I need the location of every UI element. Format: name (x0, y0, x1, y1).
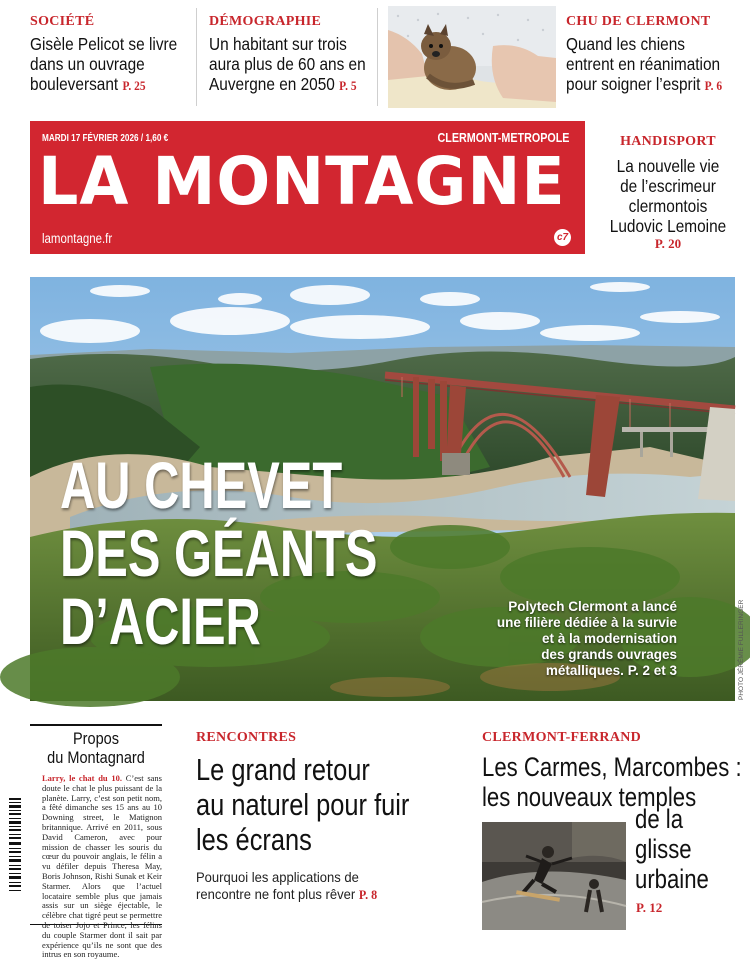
masthead-date-price: MARDI 17 FÉVRIER 2026 / 1,60 € (42, 133, 169, 144)
column-divider (377, 8, 378, 106)
main-headline (60, 448, 378, 658)
teaser-line: Quand les chiens (566, 34, 686, 54)
teaser-line: aura plus de 60 ans en (209, 54, 366, 74)
masthead-title: LA MONTAGNE (38, 143, 566, 220)
page-ref: P. 12 (636, 900, 663, 915)
page-ref: P. 8 (358, 887, 378, 902)
teaser-line: dans un ouvrage (30, 54, 145, 74)
teaser-kicker: DÉMOGRAPHIE (209, 14, 322, 29)
headline-line: les écrans (196, 822, 312, 857)
teaser-text (209, 34, 376, 96)
teaser-line: Gisèle Pelicot se livre (30, 34, 178, 54)
article-kicker: CLERMONT-FERRAND (482, 730, 642, 745)
main-story-photo[interactable] (30, 277, 735, 701)
headline-line: DES GÉANTS (60, 516, 378, 590)
teaser-line: pour soigner l’esprit (566, 74, 701, 94)
propos-box (30, 724, 162, 960)
caption-line: Polytech Clermont a lancé (508, 599, 677, 614)
article-headline-side (635, 804, 725, 894)
standfirst-line: rencontre ne font plus rêver (196, 886, 356, 902)
teaser-line: Un habitant sur trois (209, 34, 347, 54)
teaser-text (30, 34, 188, 96)
photo-credit (738, 600, 748, 700)
dog-photo-illustration (388, 6, 556, 108)
barcode-icon (8, 796, 24, 896)
teaser-line: Auvergne en 2050 (209, 74, 335, 94)
teaser-text (566, 34, 742, 96)
article-kicker: RENCONTRES (196, 730, 297, 745)
headline-line: Les Carmes, Marcombes : (482, 752, 742, 782)
teaser-handisport[interactable] (590, 134, 746, 252)
teaser-text (599, 156, 736, 236)
propos-title (38, 730, 154, 768)
teaser-kicker: SOCIÉTÉ (30, 14, 95, 29)
skatepark-illustration (482, 822, 626, 930)
propos-lead: Larry, le chat du 10. (42, 773, 122, 783)
propos-body (30, 773, 162, 960)
teaser-chu[interactable] (566, 14, 746, 96)
caption-line: une filière dédiée à la survie (496, 615, 677, 630)
main-photo-caption (417, 599, 677, 679)
propos-title-line: du Montagnard (47, 749, 145, 767)
masthead-website[interactable]: lamontagne.fr (42, 231, 113, 246)
page-ref: P. 2 et 3 (627, 663, 677, 678)
standfirst-line: Pourquoi les applications de (196, 869, 359, 885)
dog-photo[interactable] (388, 6, 556, 108)
headline-line: urbaine (635, 864, 709, 894)
caption-line: métalliques. (545, 663, 624, 678)
teaser-line: Ludovic Lemoine (609, 216, 727, 236)
teaser-societe[interactable] (30, 14, 190, 96)
teaser-line: bouleversant (30, 74, 119, 94)
column-divider (196, 8, 197, 106)
brand-logo-icon: c7 (554, 229, 571, 246)
article-headline (196, 752, 417, 857)
page-ref: P. 20 (654, 236, 682, 251)
teaser-kicker: CHU DE CLERMONT (566, 14, 711, 29)
headline-line: de la (635, 804, 684, 834)
headline-line: AU CHEVET (60, 448, 343, 522)
teaser-line: La nouvelle vie (616, 156, 720, 176)
photo-credit-text: PHOTO JÉRÉMIE FULLERINGER (738, 599, 745, 700)
teaser-line: entrent en réanimation (566, 54, 721, 74)
teaser-demographie[interactable] (209, 14, 379, 96)
caption-line: et à la modernisation (541, 631, 677, 646)
headline-line: Le grand retour (196, 752, 370, 787)
caption-line: des grands ouvrages (541, 647, 677, 662)
article-standfirst (196, 869, 447, 903)
skatepark-photo[interactable] (482, 822, 626, 930)
page-ref: P. 6 (704, 78, 723, 93)
headline-line: au naturel pour fuir (196, 787, 410, 822)
article-rencontres[interactable] (196, 730, 466, 903)
teaser-kicker: HANDISPORT (620, 134, 716, 149)
masthead-edition: CLERMONT-METROPOLE (437, 131, 569, 145)
teaser-line: clermontois (628, 196, 708, 216)
article-clermont-ferrand[interactable] (482, 730, 742, 812)
teaser-line: de l’escrimeur (620, 176, 716, 196)
article-headline (482, 752, 742, 812)
propos-title-line: Propos (72, 730, 120, 748)
page-ref: P. 25 (122, 78, 146, 93)
headline-line: les nouveaux temples (482, 782, 697, 812)
headline-line: glisse (635, 834, 692, 864)
propos-text: C’est sans doute le chat le plus puissant de la planète. Larry, c’est son petit nom, a fêté dimanche ses 15 ans au 10 Downing street, le Matignon britannique. Arrivé en 2011, sous David Cameron, avec pour mission de chasser les souris du cœur du pouvoir anglais, le félin a vu défiler depuis Theresa May, Boris Johnson, Rishi Sunak et Keir Starmer. Alors que l’actuel locataire semble plus que jamais assis sur un siège éjectable, le célèbre chat tigré peut se permettre de toiser Jojo et Prince, les félins du couple Starmer dont il sait par expérience qu’ils ne sont que des intrus en son royaume. (42, 773, 162, 960)
page-ref: P. 5 (339, 78, 357, 93)
masthead (30, 121, 585, 254)
headline-line: D’ACIER (60, 584, 261, 658)
